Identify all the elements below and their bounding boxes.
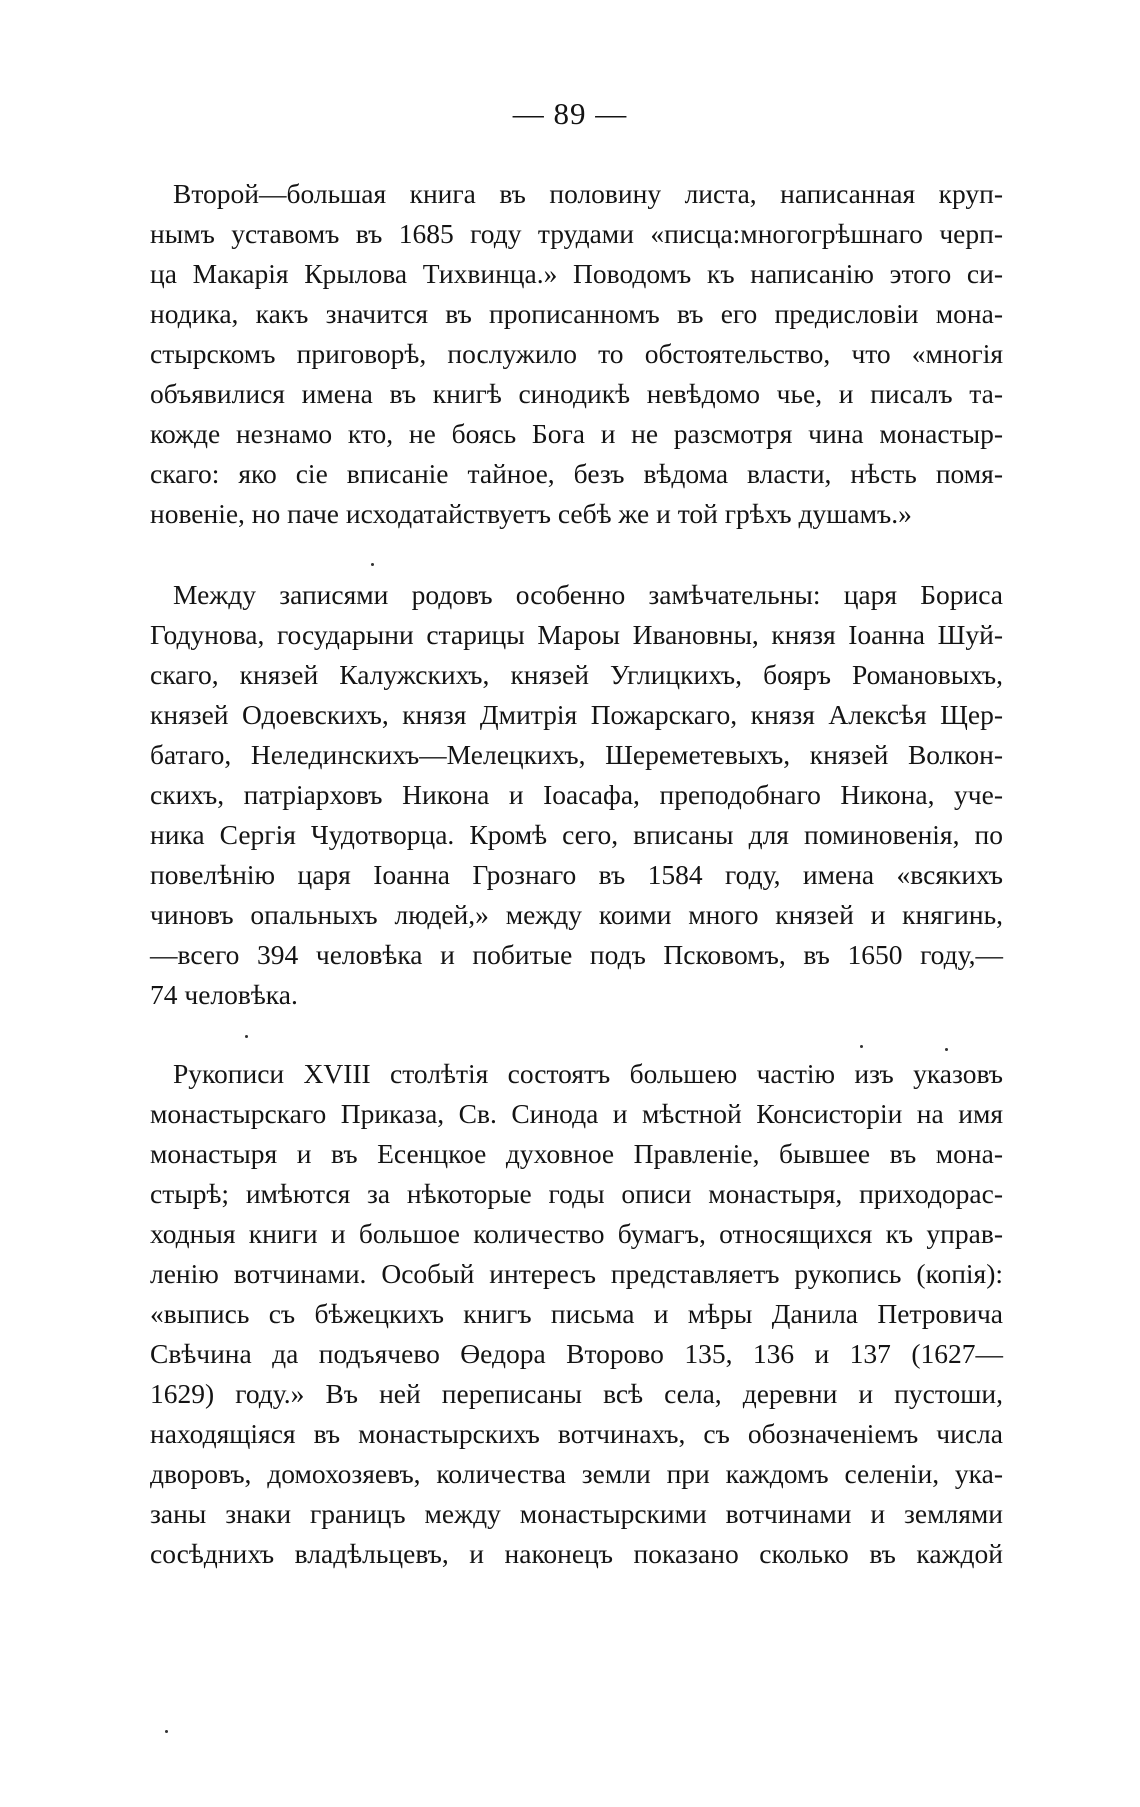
- text-line: Годунова, государыни старицы Мароы Ивановны, князя Іоанна Шуй-: [150, 619, 1003, 650]
- text-line: нодика, какъ значится въ прописанномъ въ его предисловіи мона-: [150, 298, 1003, 329]
- paragraph-notable-families: [150, 575, 1003, 1015]
- text-line: нымъ уставомъ въ 1685 году трудами «писца:многогрѣшнаго черп-: [150, 218, 1003, 249]
- text-line: скихъ, патріарховъ Никона и Іоасафа, преподобнаго Никона, уче-: [150, 779, 1003, 810]
- text-line: стырѣ; имѣются за нѣкоторые годы описи монастыря, приходорас-: [150, 1178, 1003, 1209]
- text-line: монастыря и въ Есенцкое духовное Правленіе, бывшее въ мона-: [150, 1138, 1003, 1169]
- text-line: 1629) году.» Въ ней переписаны всѣ села, деревни и пустоши,: [150, 1378, 1003, 1409]
- scan-speck: [945, 1048, 948, 1051]
- text-line: князей Одоевскихъ, князя Дмитрія Пожарскаго, князя Алексѣя Щер-: [150, 699, 1003, 730]
- text-line: Второй—большая книга въ половину листа, написанная круп-: [173, 178, 1003, 209]
- text-line: стырскомъ приговорѣ, послужило то обстоятельство, что «многія: [150, 338, 1003, 369]
- page-number: — 89 —: [512, 96, 628, 131]
- text-line: монастырскаго Приказа, Св. Синода и мѣстной Консисторіи на имя: [150, 1098, 1003, 1129]
- text-line: Рукописи XVIII столѣтія состоятъ большею частію изъ указовъ: [173, 1058, 1003, 1089]
- text-line: Свѣчина да подъячево Өедора Второво 135, 136 и 137 (1627—: [150, 1338, 1003, 1369]
- text-line: объявилися имена въ книгѣ синодикѣ невѣдомо чье, и писалъ та-: [150, 378, 1003, 409]
- text-line: ленію вотчинами. Особый интересъ представляетъ рукопись (копія):: [150, 1258, 1003, 1289]
- text-line: Между записями родовъ особенно замѣчательны: царя Бориса: [173, 579, 1003, 610]
- text-line: ходныя книги и большое количество бумагъ, относящихся къ управ-: [150, 1218, 1003, 1249]
- paragraph-sinodik-description: [150, 174, 1003, 534]
- text-line: новеніе, но паче исходатайствуетъ себѣ же и той грѣхъ душамъ.»: [150, 498, 912, 529]
- text-line: сосѣднихъ владѣльцевъ, и наконецъ показано сколько въ каждой: [150, 1538, 1003, 1569]
- text-line: «выпись съ бѣжецкихъ книгъ письма и мѣры Данила Петровича: [150, 1298, 1003, 1329]
- text-line: ца Макарія Крылова Тихвинца.» Поводомъ къ написанію этого си-: [150, 258, 1003, 289]
- scan-speck: [860, 1045, 863, 1048]
- scan-speck: [371, 563, 374, 566]
- text-line: дворовъ, домохозяевъ, количества земли при каждомъ селеніи, ука-: [150, 1458, 1003, 1489]
- text-line: повелѣнію царя Іоанна Грознаго въ 1584 году, имена «всякихъ: [150, 859, 1003, 890]
- text-line: скаго: яко сіе вписаніе тайное, безъ вѣдома власти, нѣсть помя-: [150, 458, 1003, 489]
- text-line: —всего 394 человѣка и побитые подъ Псковомъ, въ 1650 году,—: [150, 939, 1003, 970]
- text-line: 74 человѣка.: [150, 979, 298, 1010]
- text-line: скаго, князей Калужскихъ, князей Углицкихъ, бояръ Романовыхъ,: [150, 659, 1003, 690]
- text-line: чиновъ опальныхъ людей,» между коими много князей и княгинь,: [150, 899, 1003, 930]
- text-line: батаго, Нелединскихъ—Мелецкихъ, Шереметевыхъ, князей Волкон-: [150, 739, 1003, 770]
- paragraph-18th-century-manuscripts: [150, 1054, 1003, 1574]
- scan-speck: [165, 1730, 168, 1733]
- text-line: кожде незнамо кто, не боясь Бога и не разсмотря чина монастыр-: [150, 418, 1003, 449]
- text-line: заны знаки границъ между монастырскими вотчинами и землями: [150, 1498, 1003, 1529]
- text-line: ника Сергія Чудотворца. Кромѣ сего, вписаны для поминовенія, по: [150, 819, 1003, 850]
- scan-speck: [245, 1035, 248, 1038]
- text-line: находящіяся въ монастырскихъ вотчинахъ, съ обозначеніемъ числа: [150, 1418, 1003, 1449]
